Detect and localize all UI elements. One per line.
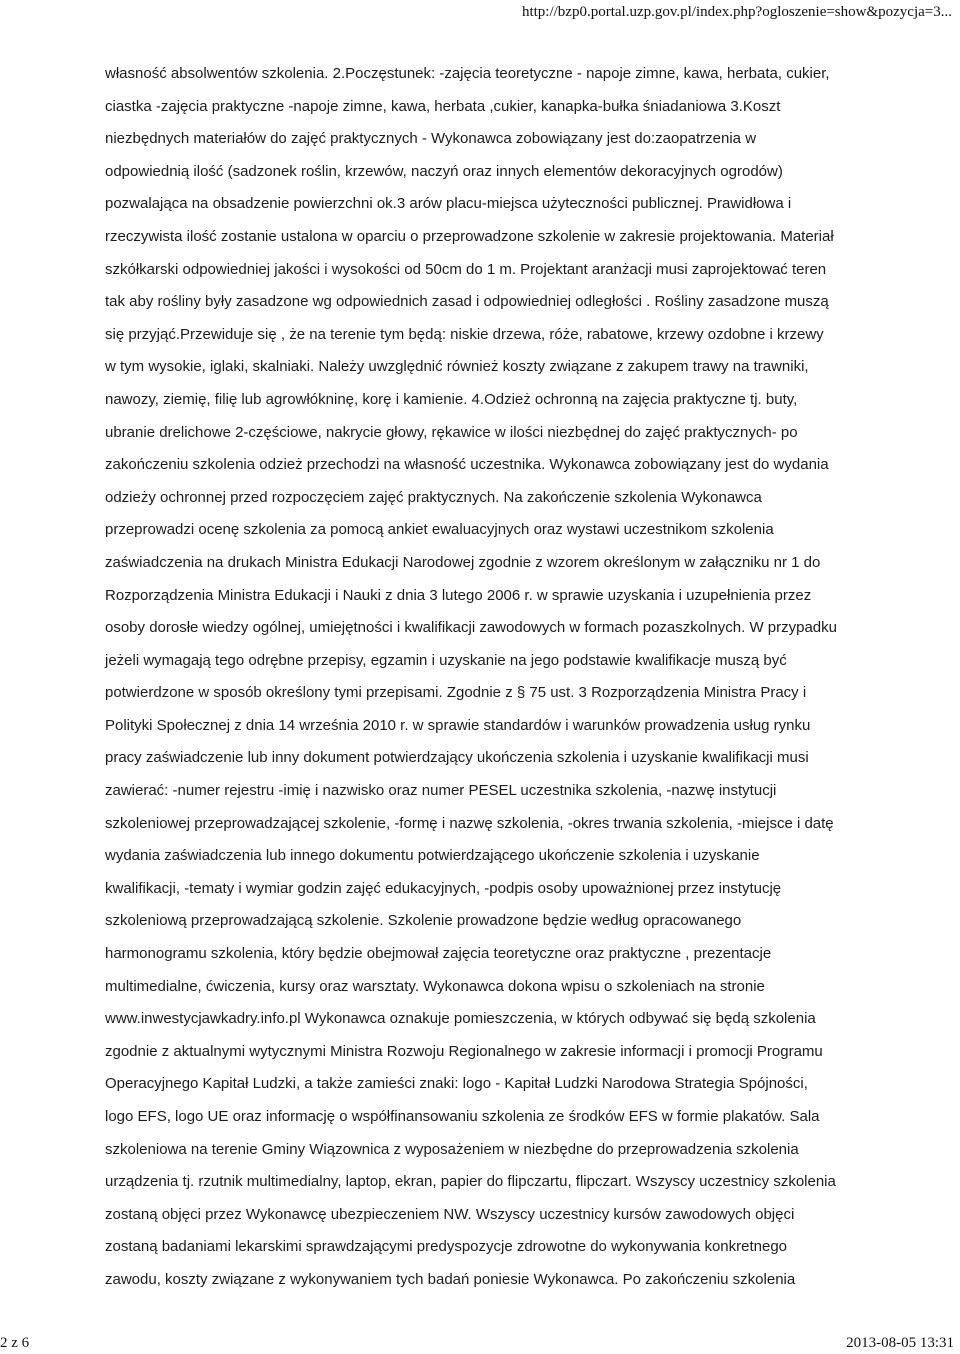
text-line: własność absolwentów szkolenia. 2.Poczęstunek: -zajęcia teoretyczne - napoje zimne, kawa, herbata, cukier,	[105, 65, 830, 82]
text-line: Operacyjnego Kapitał Ludzki, a także zamieści znaki: logo - Kapitał Ludzki Narodowa Strategia Spójności,	[105, 1075, 808, 1093]
text-line: się przyjąć.Przewiduje się , że na terenie tym będą: niskie drzewa, róże, rabatowe, krzewy ozdobne i krzewy	[105, 325, 824, 343]
text-line: przeprowadzi ocenę szkolenia za pomocą ankiet ewaluacyjnych oraz wystawi uczestnikom szkolenia	[105, 521, 774, 539]
text-line: rzeczywista ilość zostanie ustalona w oparciu o przeprowadzone szkolenie w zakresie projektowania. Materiał	[105, 227, 834, 245]
text-line: Polityki Społecznej z dnia 14 września 2010 r. w sprawie standardów i warunków prowadzenia usług rynku	[105, 716, 811, 734]
text-line: Rozporządzenia Ministra Edukacji i Nauki z dnia 3 lutego 2006 r. w sprawie uzyskania i uzupełnienia przez	[105, 586, 812, 604]
text-line: zawodu, koszty związane z wykonywaniem tych badań poniesie Wykonawca. Po zakończeniu szkolenia	[105, 1270, 796, 1288]
text-line: potwierdzone w sposób określony tymi przepisami. Zgodnie z § 75 ust. 3 Rozporządzenia Ministra Pracy i	[105, 684, 807, 702]
text-line: kwalifikacji, -tematy i wymiar godzin zajęć edukacyjnych, -podpis osoby upoważnionej przez instytucję	[105, 879, 782, 897]
text-line: szkoleniowa na terenie Gminy Wiązownica z wyposażeniem w niezbędne do przeprowadzenia szkolenia	[105, 1140, 799, 1158]
text-line: zawierać: -numer rejestru -imię i nazwisko oraz numer PESEL uczestnika szkolenia, -nazwę instytucji	[105, 782, 777, 800]
text-line: zgodnie z aktualnymi wytycznymi Ministra Rozwoju Regionalnego w zakresie informacji i promocji Programu	[105, 1042, 823, 1060]
text-line: harmonogramu szkolenia, który będzie obejmował zajęcia teoretyczne oraz praktyczne , prezentacje	[105, 945, 772, 963]
text-line: wydania zaświadczenia lub innego dokumentu potwierdzającego ukończenie szkolenia i uzyskanie	[105, 847, 760, 865]
page-url-header: http://bzp0.portal.uzp.gov.pl/index.php?ogloszenie=show&pozycja=3...	[521, 4, 952, 20]
text-line: multimedialne, ćwiczenia, kursy oraz warsztaty. Wykonawca dokona wpisu o szkoleniach na stronie	[105, 977, 765, 995]
text-line: urządzenia tj. rzutnik multimedialny, laptop, ekran, papier do flipczartu, flipczart. Wszyscy uczestnicy szkolenia	[105, 1173, 836, 1191]
text-line: pozwalająca na obsadzenie powierzchni ok.3 arów placu-miejsca użyteczności publicznej. Prawidłowa i	[105, 195, 792, 213]
text-line: ubranie drelichowe 2-częściowe, nakrycie głowy, rękawice w ilości niezbędnej do zajęć praktycznych- po	[105, 423, 798, 441]
text-line: www.inwestycjawkadry.info.pl Wykonawca oznakuje pomieszczenia, w których odbywać się będą szkolenia	[105, 1010, 816, 1028]
text-line: nawozy, ziemię, filię lub agrowłókninę, korę i kamienie. 4.Odzież ochronną na zajęcia praktyczne tj. buty,	[105, 390, 798, 408]
text-line: zostaną objęci przez Wykonawcę ubezpieczeniem NW. Wszyscy uczestnicy kursów zawodowych objęci	[105, 1205, 795, 1223]
text-line: szkoleniową przeprowadzającą szkolenie. Szkolenie prowadzone będzie według opracowanego	[105, 912, 742, 930]
text-line: tak aby rośliny były zasadzone wg odpowiednich zasad i odpowiedniej odległości . Rośliny zasadzone muszą	[105, 293, 829, 311]
text-line: szkółkarski odpowiedniej jakości i wysokości od 50cm do 1 m. Projektant aranżacji musi zaprojektować teren	[105, 260, 827, 278]
text-line: jeżeli wymagają tego odrębne przepisy, egzamin i uzyskanie na jego podstawie kwalifikacje muszą być	[105, 651, 787, 669]
text-line: szkoleniowej przeprowadzającej szkolenie, -formę i nazwę szkolenia, -okres trwania szkolenia, -miejsce i datę	[105, 814, 834, 832]
text-line: zakończeniu szkolenia odzież przechodzi na własność uczestnika. Wykonawca zobowiązany jest do wydania	[105, 456, 829, 474]
print-timestamp: 2013-08-05 13:31	[846, 1335, 954, 1351]
text-line: niezbędnych materiałów do zajęć praktycznych - Wykonawca zobowiązany jest do:zaopatrzenia w	[105, 130, 757, 148]
text-line: zaświadczenia na drukach Ministra Edukacji Narodowej zgodnie z wzorem określonym w załączniku nr 1 do	[105, 553, 821, 571]
text-line: odpowiednią ilość (sadzonek roślin, krzewów, naczyń oraz innych elementów dekoracyjnych ogrodów)	[105, 162, 783, 180]
text-line: odzieży ochronnej przed rozpoczęciem zajęć praktycznych. Na zakończenie szkolenia Wykonawca	[105, 488, 762, 506]
text-line: ciastka -zajęcia praktyczne -napoje zimne, kawa, herbata ,cukier, kanapka-bułka śniadaniowa 3.Koszt	[105, 97, 781, 115]
text-line: zostaną badaniami lekarskimi sprawdzającymi predyspozycje zdrowotne do wykonywania konkretnego	[105, 1238, 788, 1256]
page-number: 2 z 6	[0, 1335, 30, 1351]
text-line: pracy zaświadczenie lub inny dokument potwierdzający ukończenia szkolenia i uzyskanie kwalifikacji musi	[105, 749, 809, 767]
text-line: osoby dorosłe wiedzy ogólnej, umiejętności i kwalifikacji zawodowych w formach pozaszkolnych. W przypadku	[105, 619, 837, 637]
text-line: logo EFS, logo UE oraz informację o współfinansowaniu szkolenia ze środków EFS w formie plakatów. Sala	[105, 1108, 820, 1125]
text-line: w tym wysokie, iglaki, skalniaki. Należy uwzględnić również koszty związane z zakupem trawy na trawniki,	[105, 358, 809, 376]
document-body	[105, 58, 895, 1297]
